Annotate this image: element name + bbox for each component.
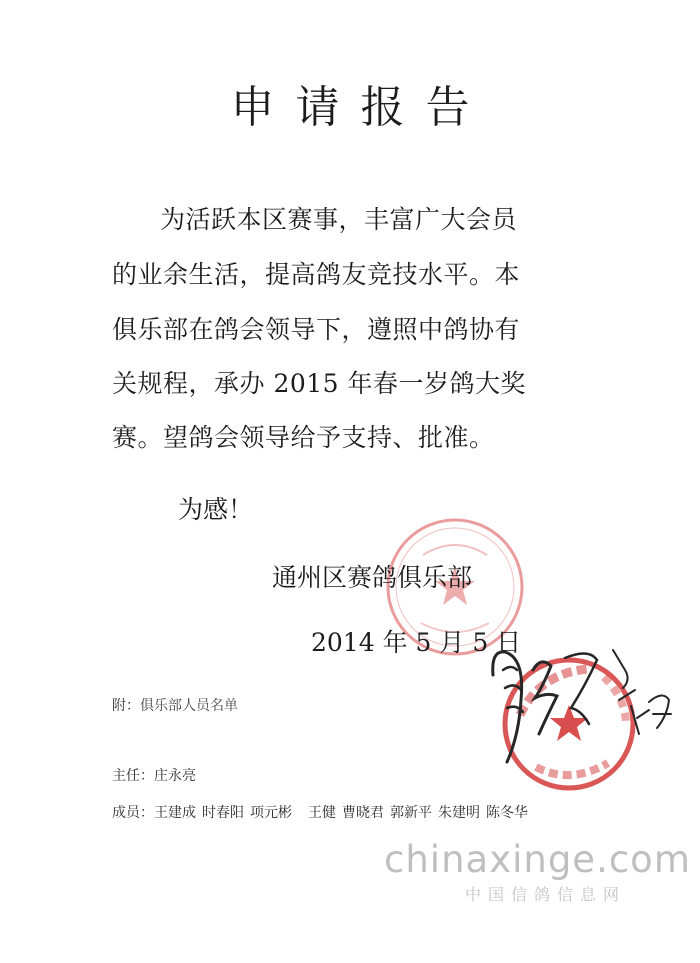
member-name: 项元彬 — [250, 805, 292, 821]
body-line-1: 为活跃本区赛事，丰富广大会员 — [160, 205, 518, 234]
member-name: 朱建明 — [438, 805, 480, 821]
members-line — [112, 803, 528, 823]
attachment-note — [112, 696, 238, 716]
body-line-2: 的业余生活，提高鸽友竞技水平。本 — [112, 260, 521, 289]
member-name: 时春阳 — [202, 805, 244, 821]
document-date: 2014 年 5 月 5 日 — [311, 628, 522, 657]
attachment-label: 附： — [112, 698, 140, 714]
attachment-text: 俱乐部人员名单 — [140, 698, 238, 714]
member-name: 曹晓君 — [342, 805, 384, 821]
body-line-3: 俱乐部在鸽会领导下，遵照中鸽协有 — [112, 315, 521, 344]
closing-text: 为感！ — [178, 495, 254, 524]
members-label: 成员： — [112, 805, 154, 821]
member-name: 王建成 — [154, 805, 196, 821]
body-line-4: 关规程，承办 2015 年春一岁鸽大奖 — [112, 369, 527, 398]
organization-name: 通州区赛鸽俱乐部 — [272, 563, 473, 592]
director-line: 主任：庄永亮 — [112, 768, 196, 784]
member-name: 王健 — [308, 805, 336, 821]
body-line-5: 赛。望鸽会领导给予支持、批准。 — [112, 423, 495, 452]
member-name: 郭新平 — [390, 805, 432, 821]
approval-signature — [485, 630, 680, 780]
member-name: 陈冬华 — [486, 805, 528, 821]
watermark-url: chinaxinge.com — [384, 838, 691, 881]
document-title: 申请报告 — [230, 82, 491, 133]
watermark-site-name: 中国信鸽信息网 — [465, 885, 627, 904]
member-list — [154, 805, 528, 821]
